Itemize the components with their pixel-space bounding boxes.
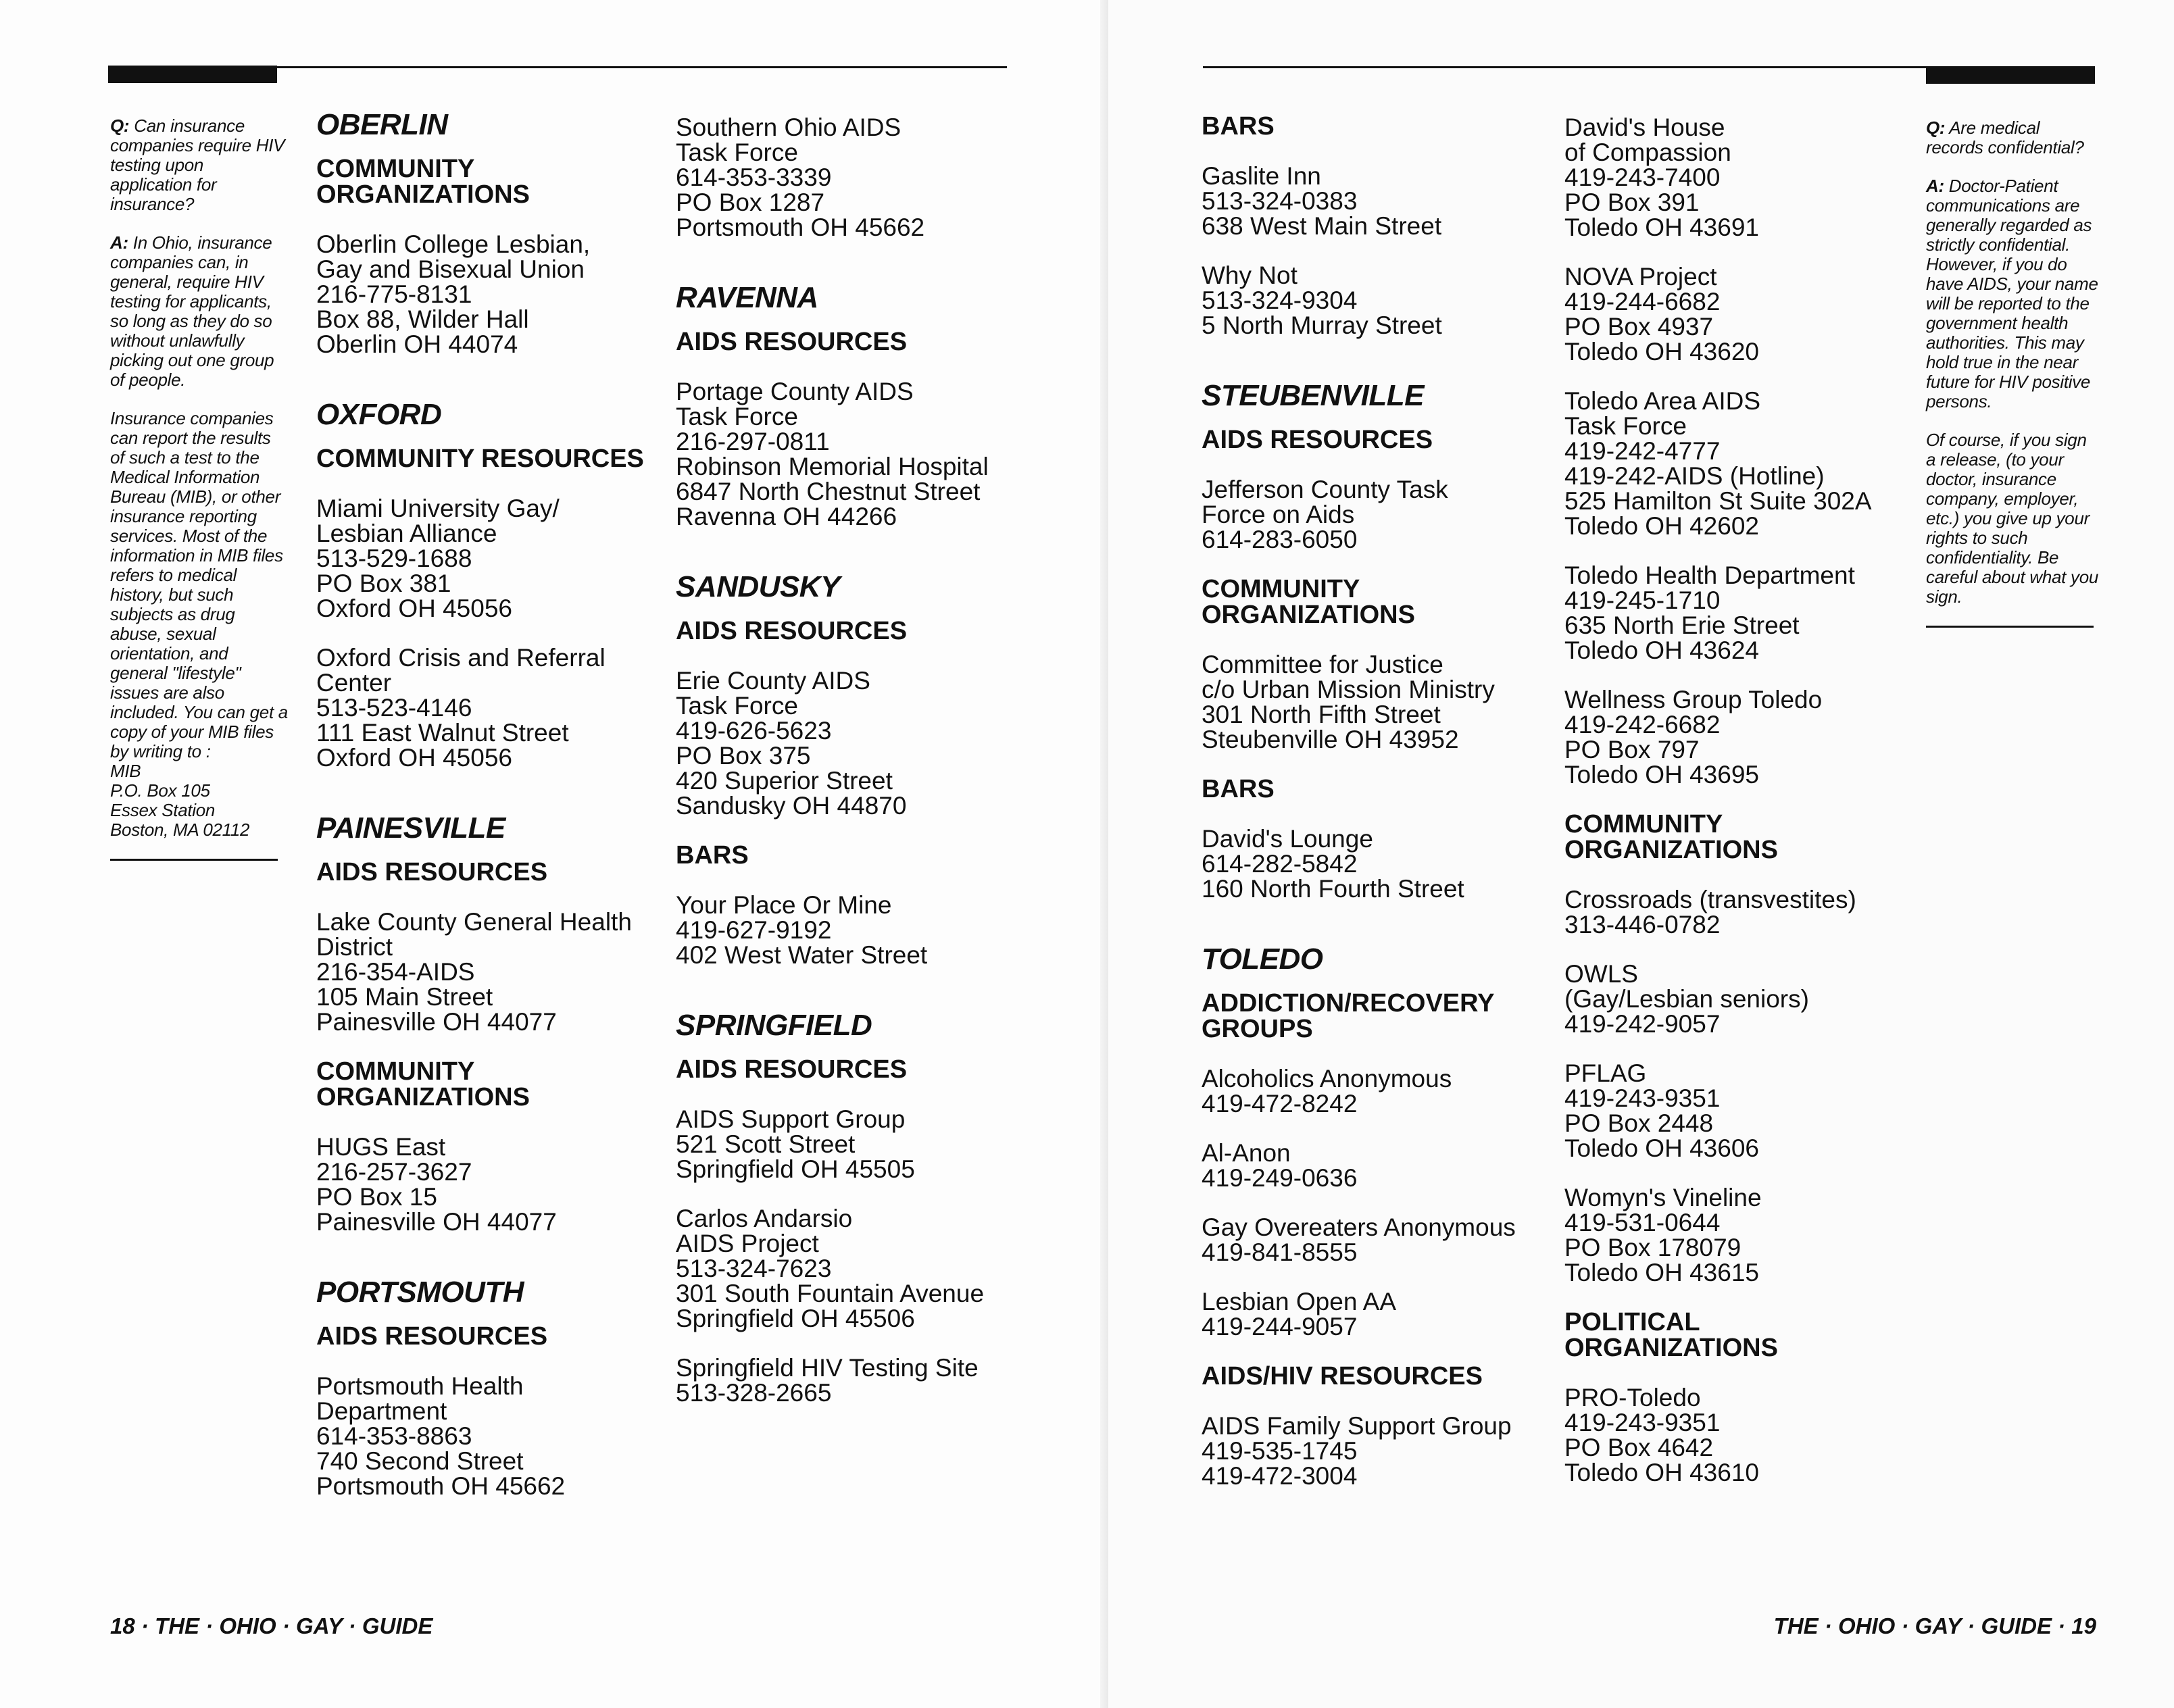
category-heading: COMMUNITY ORGANIZATIONS xyxy=(316,155,530,209)
listing-entry: David's Lounge 614-282-5842 160 North Fourth Street xyxy=(1202,825,1464,903)
listing-entry: Southern Ohio AIDS Task Force 614-353-3339 PO Box 1287 Portsmouth OH 45662 xyxy=(676,114,925,241)
sidebar-rule xyxy=(1926,626,2094,628)
category-heading: BARS xyxy=(1202,112,1275,141)
sidebar-rule xyxy=(110,859,278,861)
city-heading: SANDUSKY xyxy=(676,570,840,603)
right-page xyxy=(1108,0,2174,1708)
listing-entry: NOVA Project 419-244-6682 PO Box 4937 Toledo OH 43620 xyxy=(1564,263,1759,366)
listing-entry: Jefferson County Task Force on Aids 614-283-6050 xyxy=(1202,476,1448,553)
sidebar-question: Q: Are medical records confidential? xyxy=(1926,118,2084,157)
header-rule-left xyxy=(108,66,1007,68)
listing-entry: Miami University Gay/ Lesbian Alliance 513-529-1688 PO Box 381 Oxford OH 45056 xyxy=(316,495,560,622)
left-column-1 xyxy=(316,105,647,1523)
sidebar-answer: A: In Ohio, insurance companies can, in general, require HIV testing for applicants, so long as they do so without unlawfully picking out one group of people. xyxy=(110,232,274,390)
city-heading: PAINESVILLE xyxy=(316,811,505,845)
city-heading: TOLEDO xyxy=(1202,943,1323,976)
sidebar-left xyxy=(110,116,289,861)
listing-entry: Springfield HIV Testing Site 513-328-2665 xyxy=(676,1354,979,1407)
page-footer-right: THE · OHIO · GAY · GUIDE · 19 xyxy=(1773,1613,2096,1638)
listing-entry: Lesbian Open AA 419-244-9057 xyxy=(1202,1288,1396,1340)
category-heading: AIDS RESOURCES xyxy=(316,1322,548,1351)
listing-entry: Gaslite Inn 513-324-0383 638 West Main Street xyxy=(1202,162,1442,240)
sidebar-question: Q: Can insurance companies require HIV testing upon application for insurance? xyxy=(110,116,285,214)
listing-entry: Womyn's Vineline 419-531-0644 PO Box 178079 Toledo OH 43615 xyxy=(1564,1184,1762,1286)
right-column-2 xyxy=(1564,115,1916,1509)
listing-entry: Lake County General Health District 216-354-AIDS 105 Main Street Painesville OH 44077 xyxy=(316,908,632,1036)
category-heading: AIDS RESOURCES xyxy=(1202,426,1433,454)
listing-entry: Wellness Group Toledo 419-242-6682 PO Box 797 Toledo OH 43695 xyxy=(1564,686,1823,788)
listing-entry: Carlos Andarsio AIDS Project 513-324-7623 301 South Fountain Avenue Springfield OH 45506 xyxy=(676,1205,985,1332)
listing-entry: Gay Overeaters Anonymous 419-841-8555 xyxy=(1202,1213,1516,1266)
listing-entry: Oberlin College Lesbian, Gay and Bisexual Union 216-775-8131 Box 88, Wilder Hall Oberlin OH 44074 xyxy=(316,230,591,358)
sidebar-answer: A: Doctor-Patient communications are generally regarded as strictly confidential. However, if you do have AIDS, your name will be reported to the government health authorities. This may hold true in the near future for HIV positive persons. xyxy=(1926,176,2098,411)
listing-entry: Portage County AIDS Task Force 216-297-0811 Robinson Memorial Hospital 6847 North Chestnut Street Ravenna OH 44266 xyxy=(676,378,989,530)
sidebar-right xyxy=(1926,118,2098,628)
category-heading: POLITICAL ORGANIZATIONS xyxy=(1564,1308,1778,1362)
listing-entry: PFLAG 419-243-9351 PO Box 2448 Toledo OH 43606 xyxy=(1564,1059,1759,1162)
listing-entry: PRO-Toledo 419-243-9351 PO Box 4642 Toledo OH 43610 xyxy=(1564,1384,1759,1486)
listing-entry: Alcoholics Anonymous 419-472-8242 xyxy=(1202,1065,1452,1117)
category-heading: BARS xyxy=(1202,775,1275,803)
listing-entry: Al-Anon 419-249-0636 xyxy=(1202,1139,1358,1192)
city-heading: STEUBENVILLE xyxy=(1202,379,1424,412)
listing-entry: David's House of Compassion 419-243-7400 PO Box 391 Toledo OH 43691 xyxy=(1564,114,1759,241)
listing-entry: Crossroads (transvestites) 313-446-0782 xyxy=(1564,886,1856,938)
header-bar-right xyxy=(1926,66,2095,84)
category-heading: AIDS RESOURCES xyxy=(676,617,908,645)
category-heading: AIDS RESOURCES xyxy=(676,1055,908,1084)
city-heading: RAVENNA xyxy=(676,281,818,314)
listing-entry: AIDS Family Support Group 419-535-1745 419-472-3004 xyxy=(1202,1412,1512,1490)
city-heading: OBERLIN xyxy=(316,108,448,141)
city-heading: SPRINGFIELD xyxy=(676,1009,872,1042)
category-heading: AIDS/HIV RESOURCES xyxy=(1202,1362,1483,1390)
listing-entry: Committee for Justice c/o Urban Mission Ministry 301 North Fifth Street Steubenville OH 43952 xyxy=(1202,651,1495,753)
page-footer-left: 18 · THE · OHIO · GAY · GUIDE xyxy=(110,1613,433,1638)
listing-entry: AIDS Support Group 521 Scott Street Springfield OH 45505 xyxy=(676,1105,915,1183)
listing-entry: Oxford Crisis and Referral Center 513-523-4146 111 East Walnut Street Oxford OH 45056 xyxy=(316,644,606,772)
city-heading: PORTSMOUTH xyxy=(316,1276,524,1309)
listing-entry: Toledo Area AIDS Task Force 419-242-4777 419-242-AIDS (Hotline) 525 Hamilton St Suite 302A Toledo OH 42602 xyxy=(1564,387,1872,540)
listing-entry: HUGS East 216-257-3627 PO Box 15 Painesville OH 44077 xyxy=(316,1133,557,1236)
category-heading: COMMUNITY ORGANIZATIONS xyxy=(316,1057,530,1111)
category-heading: COMMUNITY RESOURCES xyxy=(316,445,644,473)
listing-entry: Your Place Or Mine 419-627-9192 402 West Water Street xyxy=(676,891,928,969)
listing-entry: OWLS (Gay/Lesbian seniors) 419-242-9057 xyxy=(1564,960,1809,1038)
listing-entry: Erie County AIDS Task Force 419-626-5623 PO Box 375 420 Superior Street Sandusky OH 44870 xyxy=(676,667,907,820)
category-heading: ADDICTION/RECOVERY GROUPS xyxy=(1202,989,1495,1043)
sidebar-note: Of course, if you sign a release, (to your doctor, insurance company, employer, etc.) you give up your rights to such confidentiality. Be careful about what you sign. xyxy=(1926,430,2099,607)
listing-entry: Why Not 513-324-9304 5 North Murray Street xyxy=(1202,261,1442,339)
category-heading: AIDS RESOURCES xyxy=(676,328,908,356)
sidebar-address: MIB P.O. Box 105 Essex Station Boston, MA 02112 xyxy=(110,761,250,840)
city-heading: OXFORD xyxy=(316,398,442,431)
category-heading: COMMUNITY ORGANIZATIONS xyxy=(1202,575,1415,629)
category-heading: AIDS RESOURCES xyxy=(316,858,548,886)
listing-entry: Toledo Health Department 419-245-1710 635 North Erie Street Toledo OH 43624 xyxy=(1564,561,1855,664)
left-column-2 xyxy=(676,115,1027,1430)
right-column-1 xyxy=(1202,114,1553,1513)
listing-entry: Portsmouth Health Department 614-353-8863 740 Second Street Portsmouth OH 45662 xyxy=(316,1372,566,1500)
category-heading: BARS xyxy=(676,841,749,870)
sidebar-note: Insurance companies can report the results of such a test to the Medical Information Bureau (MIB), or other insurance reporting services. Most of the information in MIB files refers to medical history, but such subjects as drug abuse, sexual orientation, and general "lifestyle" issues are also included. You can get a copy of your MIB files by writing to : xyxy=(110,408,288,761)
category-heading: COMMUNITY ORGANIZATIONS xyxy=(1564,810,1778,864)
